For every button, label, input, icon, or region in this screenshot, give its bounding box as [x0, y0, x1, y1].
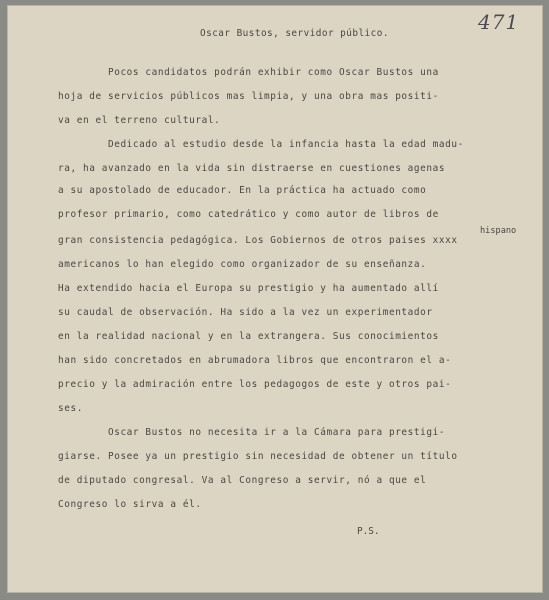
body-line: profesor primario, como catedrático y como autor de libros de [58, 209, 439, 220]
signature-initials: P.S. [357, 526, 380, 537]
body-line: de diputado congresal. Va al Congreso a servir, nó a que el [58, 475, 427, 486]
typewritten-page [8, 6, 542, 592]
body-line: ra, ha avanzado en la vida sin distraerse en cuestiones agenas [58, 163, 446, 174]
body-line: Congreso lo sirva a él. [58, 499, 202, 510]
body-line: su caudal de observación. Ha sido a la vez un experimentador [58, 307, 433, 318]
body-line: ses. [58, 403, 83, 414]
body-line: gran consistencia pedagógica. Los Gobiernos de otros paises xxxx [58, 235, 458, 246]
body-line: Dedicado al estudio desde la infancia hasta la edad madu- [58, 139, 464, 150]
body-line: Pocos candidatos podrán exhibir como Oscar Bustos una [58, 67, 439, 78]
body-line: Ha extendido hacia el Europa su prestigio y ha aumentado allí [58, 283, 439, 294]
body-line: Oscar Bustos no necesita ir a la Cámara para prestigi- [58, 427, 446, 438]
body-line: americanos lo han elegido como organizador de su enseñanza. [58, 259, 427, 270]
body-line: a su apostolado de educador. En la práctica ha actuado como [58, 185, 427, 196]
body-line: han sido concretados en abrumadora libros que encontraron el a- [58, 355, 452, 366]
document-title: Oscar Bustos, servidor público. [200, 28, 389, 39]
body-line: giarse. Posee ya un prestigio sin necesidad de obtener un título [58, 451, 458, 462]
body-line: precio y la admiración entre los pedagogos de este y otros pai- [58, 379, 452, 390]
body-line: va en el terreno cultural. [58, 115, 221, 126]
interlinear-insert: hispano [480, 226, 517, 236]
body-line: en la realidad nacional y en la extrangera. Sus conocimientos [58, 331, 439, 342]
body-line: hoja de servicios públicos mas limpia, y una obra mas positi- [58, 91, 439, 102]
handwritten-page-number: 471 [478, 10, 520, 34]
